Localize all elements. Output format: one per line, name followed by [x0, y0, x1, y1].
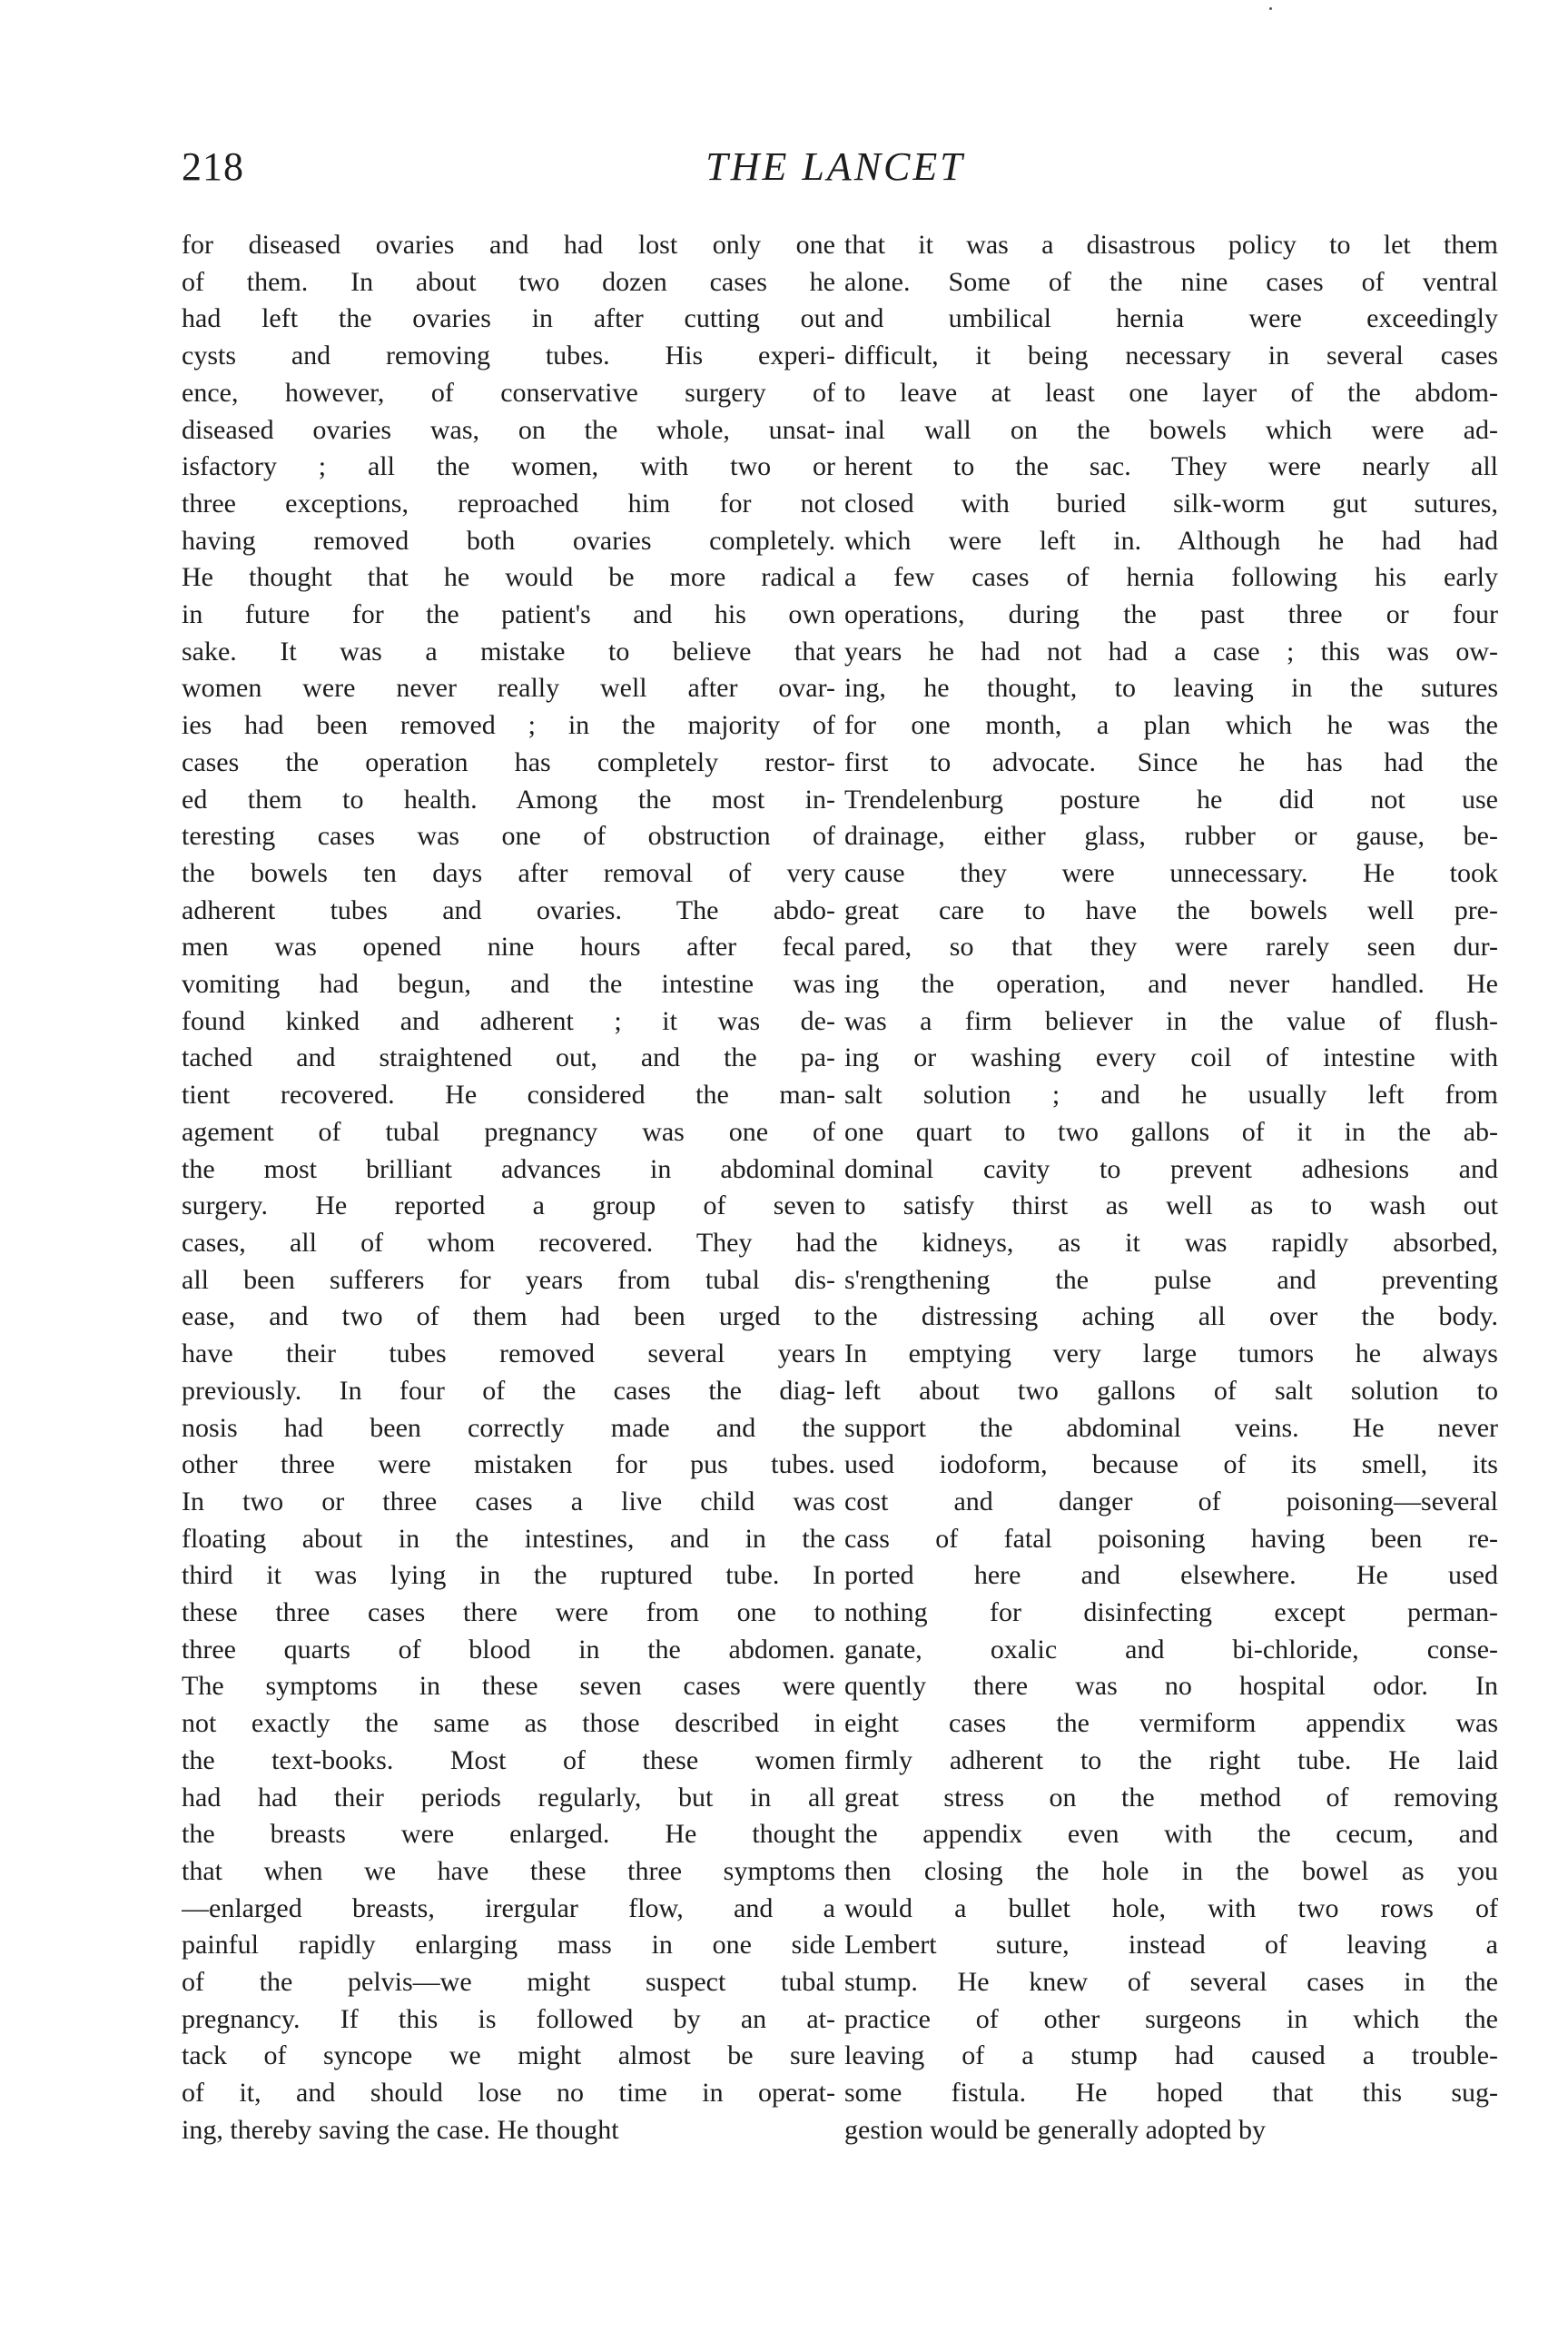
- text-line: drainage, either glass, rubber or gause, be-: [844, 821, 1498, 852]
- text-line: women were never really well after ovar-: [182, 673, 835, 704]
- text-line: men was opened nine hours after fecal: [182, 932, 835, 963]
- text-line: great stress on the method of removing: [844, 1782, 1498, 1813]
- text-line: ganate, oxalic and bi-chloride, conse-: [844, 1634, 1498, 1664]
- text-line: third it was lying in the ruptured tube. In: [182, 1560, 835, 1591]
- text-line: for one month, a plan which he was the: [844, 710, 1498, 741]
- text-line: the kidneys, as it was rapidly absorbed,: [844, 1227, 1498, 1258]
- right-column: [844, 227, 1498, 2149]
- text-line: ies had been removed ; in the majority of: [182, 710, 835, 741]
- text-line: adherent tubes and ovaries. The abdo-: [182, 894, 835, 925]
- left-column-text: [182, 227, 835, 2149]
- text-line: found kinked and adherent ; it was de-: [182, 1005, 835, 1036]
- running-title: THE LANCET: [705, 144, 965, 189]
- text-line: ing or washing every coil of intestine with: [844, 1042, 1498, 1073]
- text-line: which were left in. Although he had had: [844, 525, 1498, 556]
- text-line: ported here and elsewhere. He used: [844, 1560, 1498, 1591]
- text-line: ence, however, of conservative surgery of: [182, 377, 835, 408]
- text-line: dominal cavity to prevent adhesions and: [844, 1153, 1498, 1184]
- text-line: the text-books. Most of these women: [182, 1744, 835, 1775]
- text-line: used iodoform, because of its smell, its: [844, 1449, 1498, 1480]
- text-line: three exceptions, reproached him for not: [182, 488, 835, 519]
- text-line: the most brilliant advances in abdominal: [182, 1153, 835, 1184]
- text-line: sake. It was a mistake to believe that: [182, 636, 835, 667]
- text-line: salt solution ; and he usually left from: [844, 1080, 1498, 1111]
- text-line: was a firm believer in the value of flush-: [844, 1005, 1498, 1036]
- text-line: cost and danger of poisoning—several: [844, 1486, 1498, 1516]
- text-line: nosis had been correctly made and the: [182, 1412, 835, 1443]
- text-line: vomiting had begun, and the intestine was: [182, 969, 835, 1000]
- text-line: tached and straightened out, and the pa-: [182, 1042, 835, 1073]
- text-line: surgery. He reported a group of seven: [182, 1190, 835, 1221]
- text-line: cysts and removing tubes. His experi-: [182, 341, 835, 371]
- text-line: firmly adherent to the right tube. He laid: [844, 1744, 1498, 1775]
- text-line: closed with buried silk-worm gut sutures,: [844, 488, 1498, 519]
- text-line: In emptying very large tumors he always: [844, 1338, 1498, 1369]
- text-line: these three cases there were from one to: [182, 1597, 835, 1628]
- page-header: [182, 143, 1489, 198]
- text-line: the appendix even with the cecum, and: [844, 1819, 1498, 1850]
- text-line: operations, during the past three or four: [844, 599, 1498, 630]
- text-line: one quart to two gallons of it in the ab-: [844, 1116, 1498, 1147]
- text-line: of the pelvis—we might suspect tubal: [182, 1967, 835, 1998]
- text-line: isfactory ; all the women, with two or: [182, 451, 835, 482]
- text-line: herent to the sac. They were nearly all: [844, 451, 1498, 482]
- text-line: He thought that he would be more radical: [182, 562, 835, 593]
- text-line: gestion would be generally adopted by: [844, 2114, 1267, 2145]
- text-line: in future for the patient's and his own: [182, 599, 835, 630]
- text-line: not exactly the same as those described in: [182, 1708, 835, 1739]
- text-line: previously. In four of the cases the diag-: [182, 1375, 835, 1406]
- text-line: pregnancy. If this is followed by an at-: [182, 2003, 835, 2034]
- text-line: left about two gallons of salt solution to: [844, 1375, 1498, 1406]
- text-line: inal wall on the bowels which were ad-: [844, 414, 1498, 445]
- print-speck: [1269, 7, 1272, 10]
- text-line: then closing the hole in the bowel as you: [844, 1855, 1498, 1886]
- page-number: 218: [182, 144, 244, 189]
- text-line: cases the operation has completely restor-: [182, 746, 835, 777]
- text-line: eight cases the vermiform appendix was: [844, 1708, 1498, 1739]
- text-line: —enlarged breasts, irergular flow, and a: [182, 1892, 835, 1923]
- text-line: the distressing aching all over the body.: [844, 1301, 1498, 1332]
- text-line: and umbilical hernia were exceedingly: [844, 303, 1498, 334]
- text-line: great care to have the bowels well pre-: [844, 894, 1498, 925]
- text-line: quently there was no hospital odor. In: [844, 1671, 1498, 1702]
- text-line: having removed both ovaries completely.: [182, 525, 835, 556]
- text-line: ed them to health. Among the most in-: [182, 784, 835, 815]
- text-line: have their tubes removed several years: [182, 1338, 835, 1369]
- text-line: tack of syncope we might almost be sure: [182, 2040, 835, 2071]
- text-line: ing the operation, and never handled. He: [844, 969, 1498, 1000]
- text-line: would a bullet hole, with two rows of: [844, 1892, 1498, 1923]
- text-line: to leave at least one layer of the abdom-: [844, 377, 1498, 408]
- text-line: Lembert suture, instead of leaving a: [844, 1930, 1498, 1961]
- text-line: diseased ovaries was, on the whole, unsat-: [182, 414, 835, 445]
- text-line: to satisfy thirst as well as to wash out: [844, 1190, 1498, 1221]
- text-line: leaving of a stump had caused a trouble-: [844, 2040, 1498, 2071]
- text-line: cause they were unnecessary. He took: [844, 857, 1498, 888]
- text-line: years he had not had a case ; this was ow-: [844, 636, 1498, 667]
- text-line: difficult, it being necessary in several cases: [844, 341, 1498, 371]
- text-line: other three were mistaken for pus tubes.: [182, 1449, 835, 1480]
- text-line: of it, and should lose no time in operat-: [182, 2078, 835, 2109]
- text-line: The symptoms in these seven cases were: [182, 1671, 835, 1702]
- text-line: some fistula. He hoped that this sug-: [844, 2078, 1498, 2109]
- text-line: In two or three cases a live child was: [182, 1486, 835, 1516]
- text-line: that when we have these three symptoms: [182, 1855, 835, 1886]
- text-line: floating about in the intestines, and in the: [182, 1523, 835, 1554]
- text-line: the bowels ten days after removal of very: [182, 857, 835, 888]
- text-line: ing, he thought, to leaving in the sutures: [844, 673, 1498, 704]
- text-line: first to advocate. Since he has had the: [844, 746, 1498, 777]
- text-line: had had their periods regularly, but in all: [182, 1782, 835, 1813]
- text-line: that it was a disastrous policy to let them: [844, 230, 1498, 260]
- text-line: painful rapidly enlarging mass in one side: [182, 1930, 835, 1961]
- text-line: alone. Some of the nine cases of ventral: [844, 266, 1498, 297]
- text-line: had left the ovaries in after cutting out: [182, 303, 835, 334]
- text-line: ing, thereby saving the case. He thought: [182, 2114, 619, 2145]
- text-line: pared, so that they were rarely seen dur-: [844, 932, 1498, 963]
- text-line: stump. He knew of several cases in the: [844, 1967, 1498, 1998]
- text-line: tient recovered. He considered the man-: [182, 1080, 835, 1111]
- text-line: of them. In about two dozen cases he: [182, 266, 835, 297]
- text-line: practice of other surgeons in which the: [844, 2003, 1498, 2034]
- left-column: [182, 227, 835, 2149]
- text-line: cass of fatal poisoning having been re-: [844, 1523, 1498, 1554]
- text-line: all been sufferers for years from tubal dis-: [182, 1264, 835, 1295]
- text-line: support the abdominal veins. He never: [844, 1412, 1498, 1443]
- text-line: ease, and two of them had been urged to: [182, 1301, 835, 1332]
- text-line: the breasts were enlarged. He thought: [182, 1819, 835, 1850]
- text-line: nothing for disinfecting except perman-: [844, 1597, 1498, 1628]
- text-line: cases, all of whom recovered. They had: [182, 1227, 835, 1258]
- text-line: for diseased ovaries and had lost only one: [182, 230, 835, 260]
- text-line: three quarts of blood in the abdomen.: [182, 1634, 835, 1664]
- text-line: a few cases of hernia following his early: [844, 562, 1498, 593]
- text-line: teresting cases was one of obstruction of: [182, 821, 835, 852]
- text-line: agement of tubal pregnancy was one of: [182, 1116, 835, 1147]
- text-line: s'rengthening the pulse and preventing: [844, 1264, 1498, 1295]
- text-line: Trendelenburg posture he did not use: [844, 784, 1498, 815]
- right-column-text: [844, 227, 1498, 2149]
